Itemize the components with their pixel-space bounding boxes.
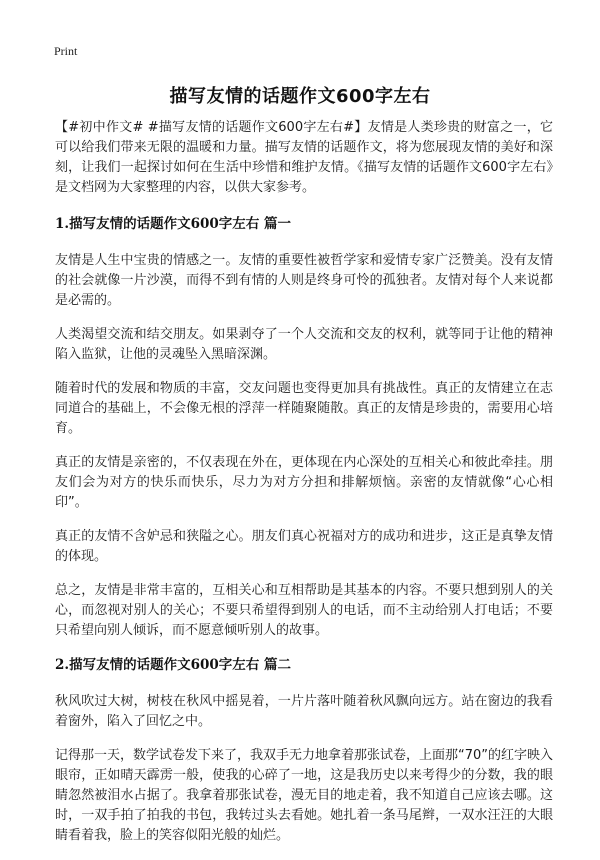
paragraph: 真正的友情是亲密的，不仅表现在外在，更体现在内心深处的互相关心和彼此牵挂。朋友们会为对方的快乐而快乐，尽力为对方分担和排解烦恼。亲密的友情就像“心心相印”。 [55, 455, 553, 510]
paragraph: 记得那一天，数学试卷发下来了，我双手无力地拿着那张试卷，上面那“70”的红字映入眼帘，正如晴天霹雳一般，使我的心碎了一地，这是我历史以来考得少的分数，我的眼睛忽然被泪水占据了。我拿着那张试卷，漫无目的地走着，我不知道自己应该去哪。这时，一双手拍了拍我的书包，我转过头去看她。她扎着一条马尾辫，一双水汪汪的大眼睛看着我，脸上的笑容似阳光般的灿烂。 [55, 748, 554, 843]
print-label[interactable]: Print [54, 44, 78, 58]
page-title: 描写友情的话题作文600字左右 [169, 86, 431, 107]
article-body [55, 118, 553, 860]
paragraph: 真正的友情不含妒忌和狭隘之心。朋友们真心祝福对方的成功和进步，这正是真挚友情的体现。 [55, 529, 553, 564]
paragraph: 总之，友情是非常丰富的，互相关心和互相帮助是其基本的内容。不要只想到别人的关心，而忽视对别人的关心；不要只希望得到别人的电话，而不主动给别人打电话；不要只希望向别人倾诉，而不愿意倾听别人的故事。 [55, 583, 553, 638]
paragraph: 友情是人生中宝贵的情感之一。友情的重要性被哲学家和爱情专家广泛赞美。没有友情的社会就像一片沙漠，而得不到有情的人则是终身可怜的孤独者。友情对每个人来说都是必需的。 [55, 253, 553, 308]
section-heading-1: 1.描写友情的话题作文600字左右 篇一 [55, 216, 291, 232]
intro-paragraph: 【#初中作文# #描写友情的话题作文600字左右#】友情是人类珍贵的财富之一，它可以给我们带来无限的温暖和力量。描写友情的话题作文，将为您展现友情的美好和深刻，让我们一起探讨如何在生活中珍惜和维护友情。《描写友情的话题作文600字左右》是文档网为大家整理的内容，以供大家参考。 [55, 120, 553, 195]
section-heading-2: 2.描写友情的话题作文600字左右 篇二 [55, 657, 291, 673]
paragraph: 随着时代的发展和物质的丰富，交友问题也变得更加具有挑战性。真正的友情建立在志同道合的基础上，不会像无根的浮萍一样随聚随散。真正的友情是珍贵的，需要用心培育。 [55, 381, 553, 436]
paragraph: 人类渴望交流和结交朋友。如果剥夺了一个人交流和交友的权利，就等同于让他的精神陷入监狱，让他的灵魂坠入黑暗深渊。 [55, 327, 553, 362]
paragraph: 秋风吹过大树，树枝在秋风中摇晃着，一片片落叶随着秋风飘向远方。站在窗边的我看着窗外，陷入了回忆之中。 [55, 694, 553, 729]
